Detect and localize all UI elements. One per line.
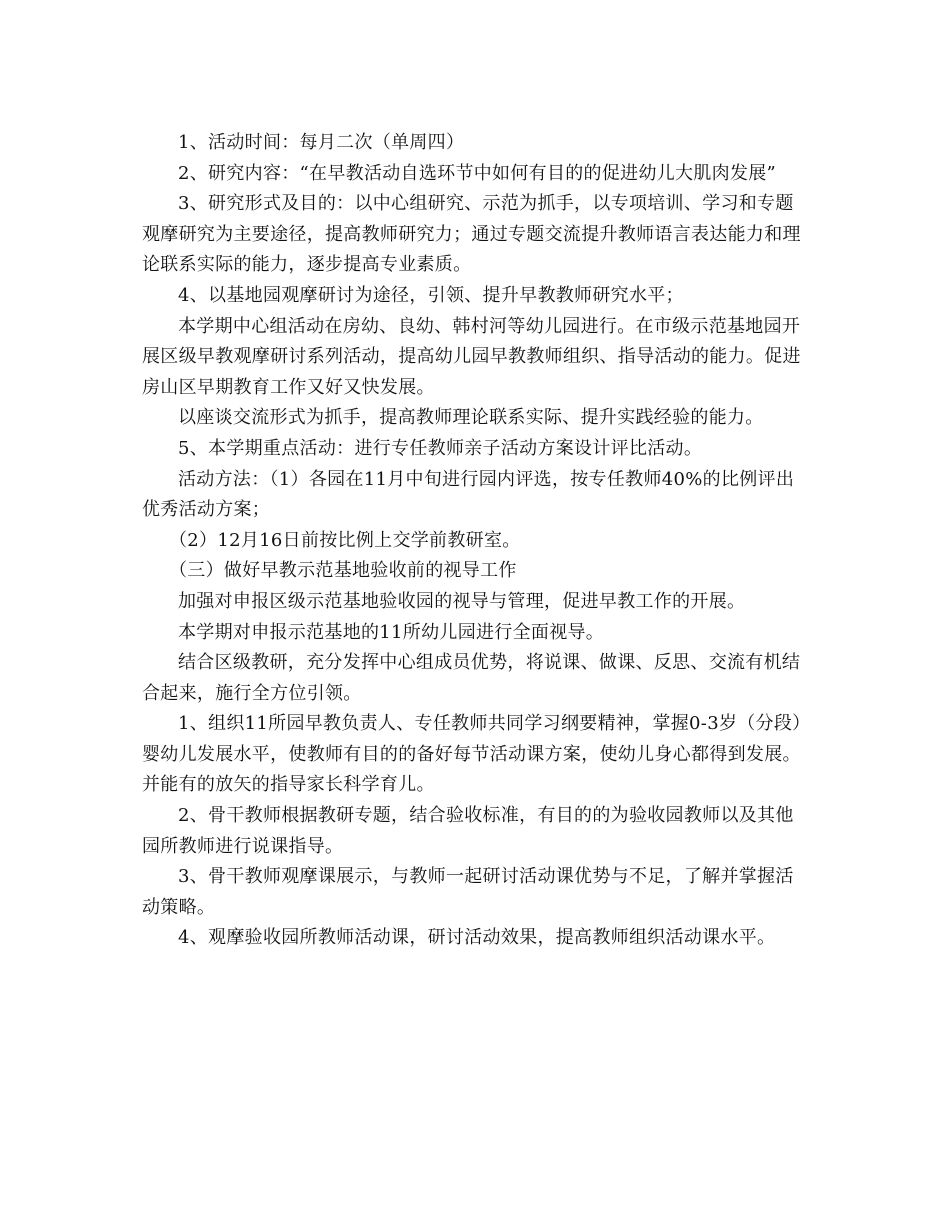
- paragraph-activity-method: 活动方法：（1）各园在11月中旬进行园内评选，按专任教师40%的比例评出优秀活动方案；: [142, 468, 795, 521]
- paragraph-semester-inspection: 本学期对申报示范基地的11所幼儿园进行全面视导。: [178, 621, 605, 643]
- paragraph-key-activity: 5、本学期重点活动：进行专任教师亲子活动方案设计评比活动。: [178, 437, 703, 459]
- paragraph-item-4-observe: 4、观摩验收园所教师活动课，研讨活动效果，提高教师组织活动课水平。: [178, 927, 776, 949]
- paragraph-item-2-backbone: 2、骨干教师根据教研专题，结合验收标准，有目的的为验收园教师以及其他园所教师进行说课指导。: [142, 805, 794, 857]
- paragraph-center-group-activities: 本学期中心组活动在房幼、良幼、韩村河等幼儿园进行。在市级示范基地园开展区级早教观摩研讨系列活动，提高幼儿园早教教师组织、指导活动的能力。促进房山区早期教育工作又好又快发展。: [142, 315, 801, 398]
- paragraph-research-form: 3、研究形式及目的：以中心组研究、示范为抓手，以专项培训、学习和专题观摩研究为主要途径，提高教师研究力；通过专题交流提升教师语言表达能力和理论联系实际的能力，逐步提高专业素质。: [142, 193, 801, 276]
- paragraph-strengthen-inspection: 加强对申报区级示范基地验收园的视导与管理，促进早教工作的开展。: [178, 590, 746, 612]
- paragraph-discussion-format: 以座谈交流形式为抓手，提高教师理论联系实际、提升实践经验的能力。: [178, 407, 764, 429]
- paragraph-submission-deadline: （2）12月16日前按比例上交学前教研室。: [169, 529, 521, 551]
- document-body: [142, 128, 806, 954]
- paragraph-item-3-demonstration: 3、骨干教师观摩课展示，与教师一起研讨活动课优势与不足，了解并掌握活动策略。: [142, 866, 794, 918]
- paragraph-item-1-organize: 1、组织11所园早教负责人、专任教师共同学习纲要精神，掌握0-3岁（分段）婴幼儿发展水平，使教师有目的的备好每节活动课方案，使幼儿身心都得到发展。并能有的放矢的指导家长科学育儿。: [142, 713, 802, 796]
- paragraph-base-observation: 4、以基地园观摩研讨为途径，引领、提升早教教师研究水平；: [178, 284, 684, 306]
- paragraph-combine-research: 结合区级教研，充分发挥中心组成员优势，将说课、做课、反思、交流有机结合起来，施行全方位引领。: [142, 652, 801, 704]
- section-heading-inspection: （三）做好早教示范基地验收前的视导工作: [169, 560, 517, 582]
- paragraph-research-content: 2、研究内容：“在早教活动自选环节中如何有目的的促进幼儿大肌肉发展”: [178, 162, 777, 184]
- paragraph-activity-time: 1、活动时间：每月二次（单周四）: [178, 132, 465, 153]
